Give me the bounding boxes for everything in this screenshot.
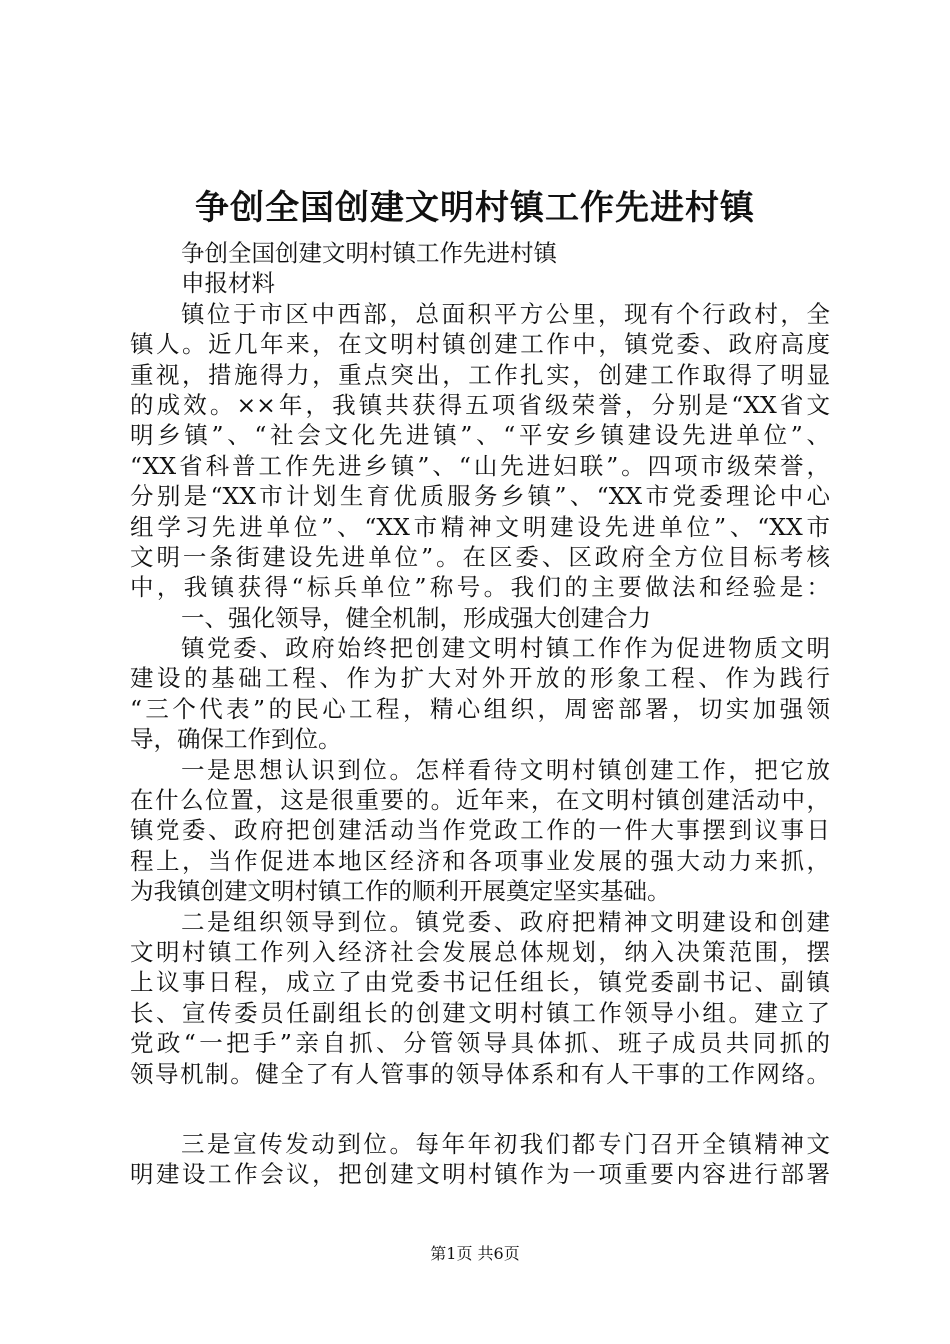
paragraph-line: 上议事日程，成立了由党委书记任组长，镇党委副书记、副镇	[130, 968, 830, 997]
paragraph-line: 程上，当作促进本地区经济和各项事业发展的强大动力来抓，	[130, 846, 830, 875]
paragraph-line: 中，我镇获得“标兵单位”称号。我们的主要做法和经验是：	[130, 573, 830, 602]
paragraph-line: 镇党委、政府把创建活动当作党政工作的一件大事摆到议事日	[130, 816, 830, 845]
paragraph-line: 明乡镇”、“社会文化先进镇”、“平安乡镇建设先进单位”、	[130, 421, 830, 450]
paragraph-line: 领导机制。健全了有人管事的领导体系和有人干事的工作网络。	[130, 1059, 830, 1088]
paragraph-line: “三个代表”的民心工程，精心组织，周密部署，切实加强领	[130, 694, 830, 723]
page-footer: 第1页 共6页	[430, 1244, 520, 1263]
section-heading: 一、强化领导，健全机制，形成强大创建合力	[181, 603, 651, 632]
paragraph-line: 组学习先进单位”、“XX市精神文明建设先进单位”、“XX市	[130, 512, 830, 541]
paragraph-line: 的成效。××年，我镇共获得五项省级荣誉，分别是“XX省文	[130, 390, 830, 419]
paragraph-line: 二是组织领导到位。镇党委、政府把精神文明建设和创建	[181, 907, 830, 936]
paragraph-line: 导，确保工作到位。	[130, 725, 342, 754]
paragraph-line: 在什么位置，这是很重要的。近年来，在文明村镇创建活动中，	[130, 786, 830, 815]
paragraph-line: 一是思想认识到位。怎样看待文明村镇创建工作，把它放	[181, 755, 830, 784]
paragraph-line: 明建设工作会议，把创建文明村镇作为一项重要内容进行部署	[130, 1160, 830, 1189]
paragraph-line: 镇人。近几年来，在文明村镇创建工作中，镇党委、政府高度	[130, 330, 830, 359]
paragraph-line: 镇党委、政府始终把创建文明村镇工作作为促进物质文明	[181, 634, 830, 663]
document-body	[130, 238, 830, 1190]
paragraph-gap	[130, 1089, 830, 1129]
subtitle-line: 申报材料	[181, 269, 275, 298]
paragraph-line: 文明村镇工作列入经济社会发展总体规划，纳入决策范围，摆	[130, 937, 830, 966]
paragraph-line: “XX省科普工作先进乡镇”、“山先进妇联”。四项市级荣誉，	[130, 451, 830, 480]
paragraph-line: 分别是“XX市计划生育优质服务乡镇”、“XX市党委理论中心	[130, 482, 830, 511]
subtitle-line: 争创全国创建文明村镇工作先进村镇	[181, 239, 557, 267]
paragraph-line: 建设的基础工程、作为扩大对外开放的形象工程、作为践行	[130, 664, 830, 693]
paragraph-line: 党政“一把手”亲自抓、分管领导具体抓、班子成员共同抓的	[130, 1029, 830, 1058]
document-title: 争创全国创建文明村镇工作先进村镇	[195, 188, 755, 228]
paragraph-line: 文明一条街建设先进单位”。在区委、区政府全方位目标考核	[130, 542, 830, 571]
paragraph-line: 长、宣传委员任副组长的创建文明村镇工作领导小组。建立了	[130, 998, 830, 1027]
paragraph-line: 为我镇创建文明村镇工作的顺利开展奠定坚实基础。	[130, 877, 671, 906]
paragraph-line: 三是宣传发动到位。每年年初我们都专门召开全镇精神文	[181, 1129, 830, 1158]
paragraph-line: 镇位于市区中西部，总面积平方公里，现有个行政村，全	[181, 299, 830, 328]
paragraph-line: 重视，措施得力，重点突出，工作扎实，创建工作取得了明显	[130, 360, 830, 389]
